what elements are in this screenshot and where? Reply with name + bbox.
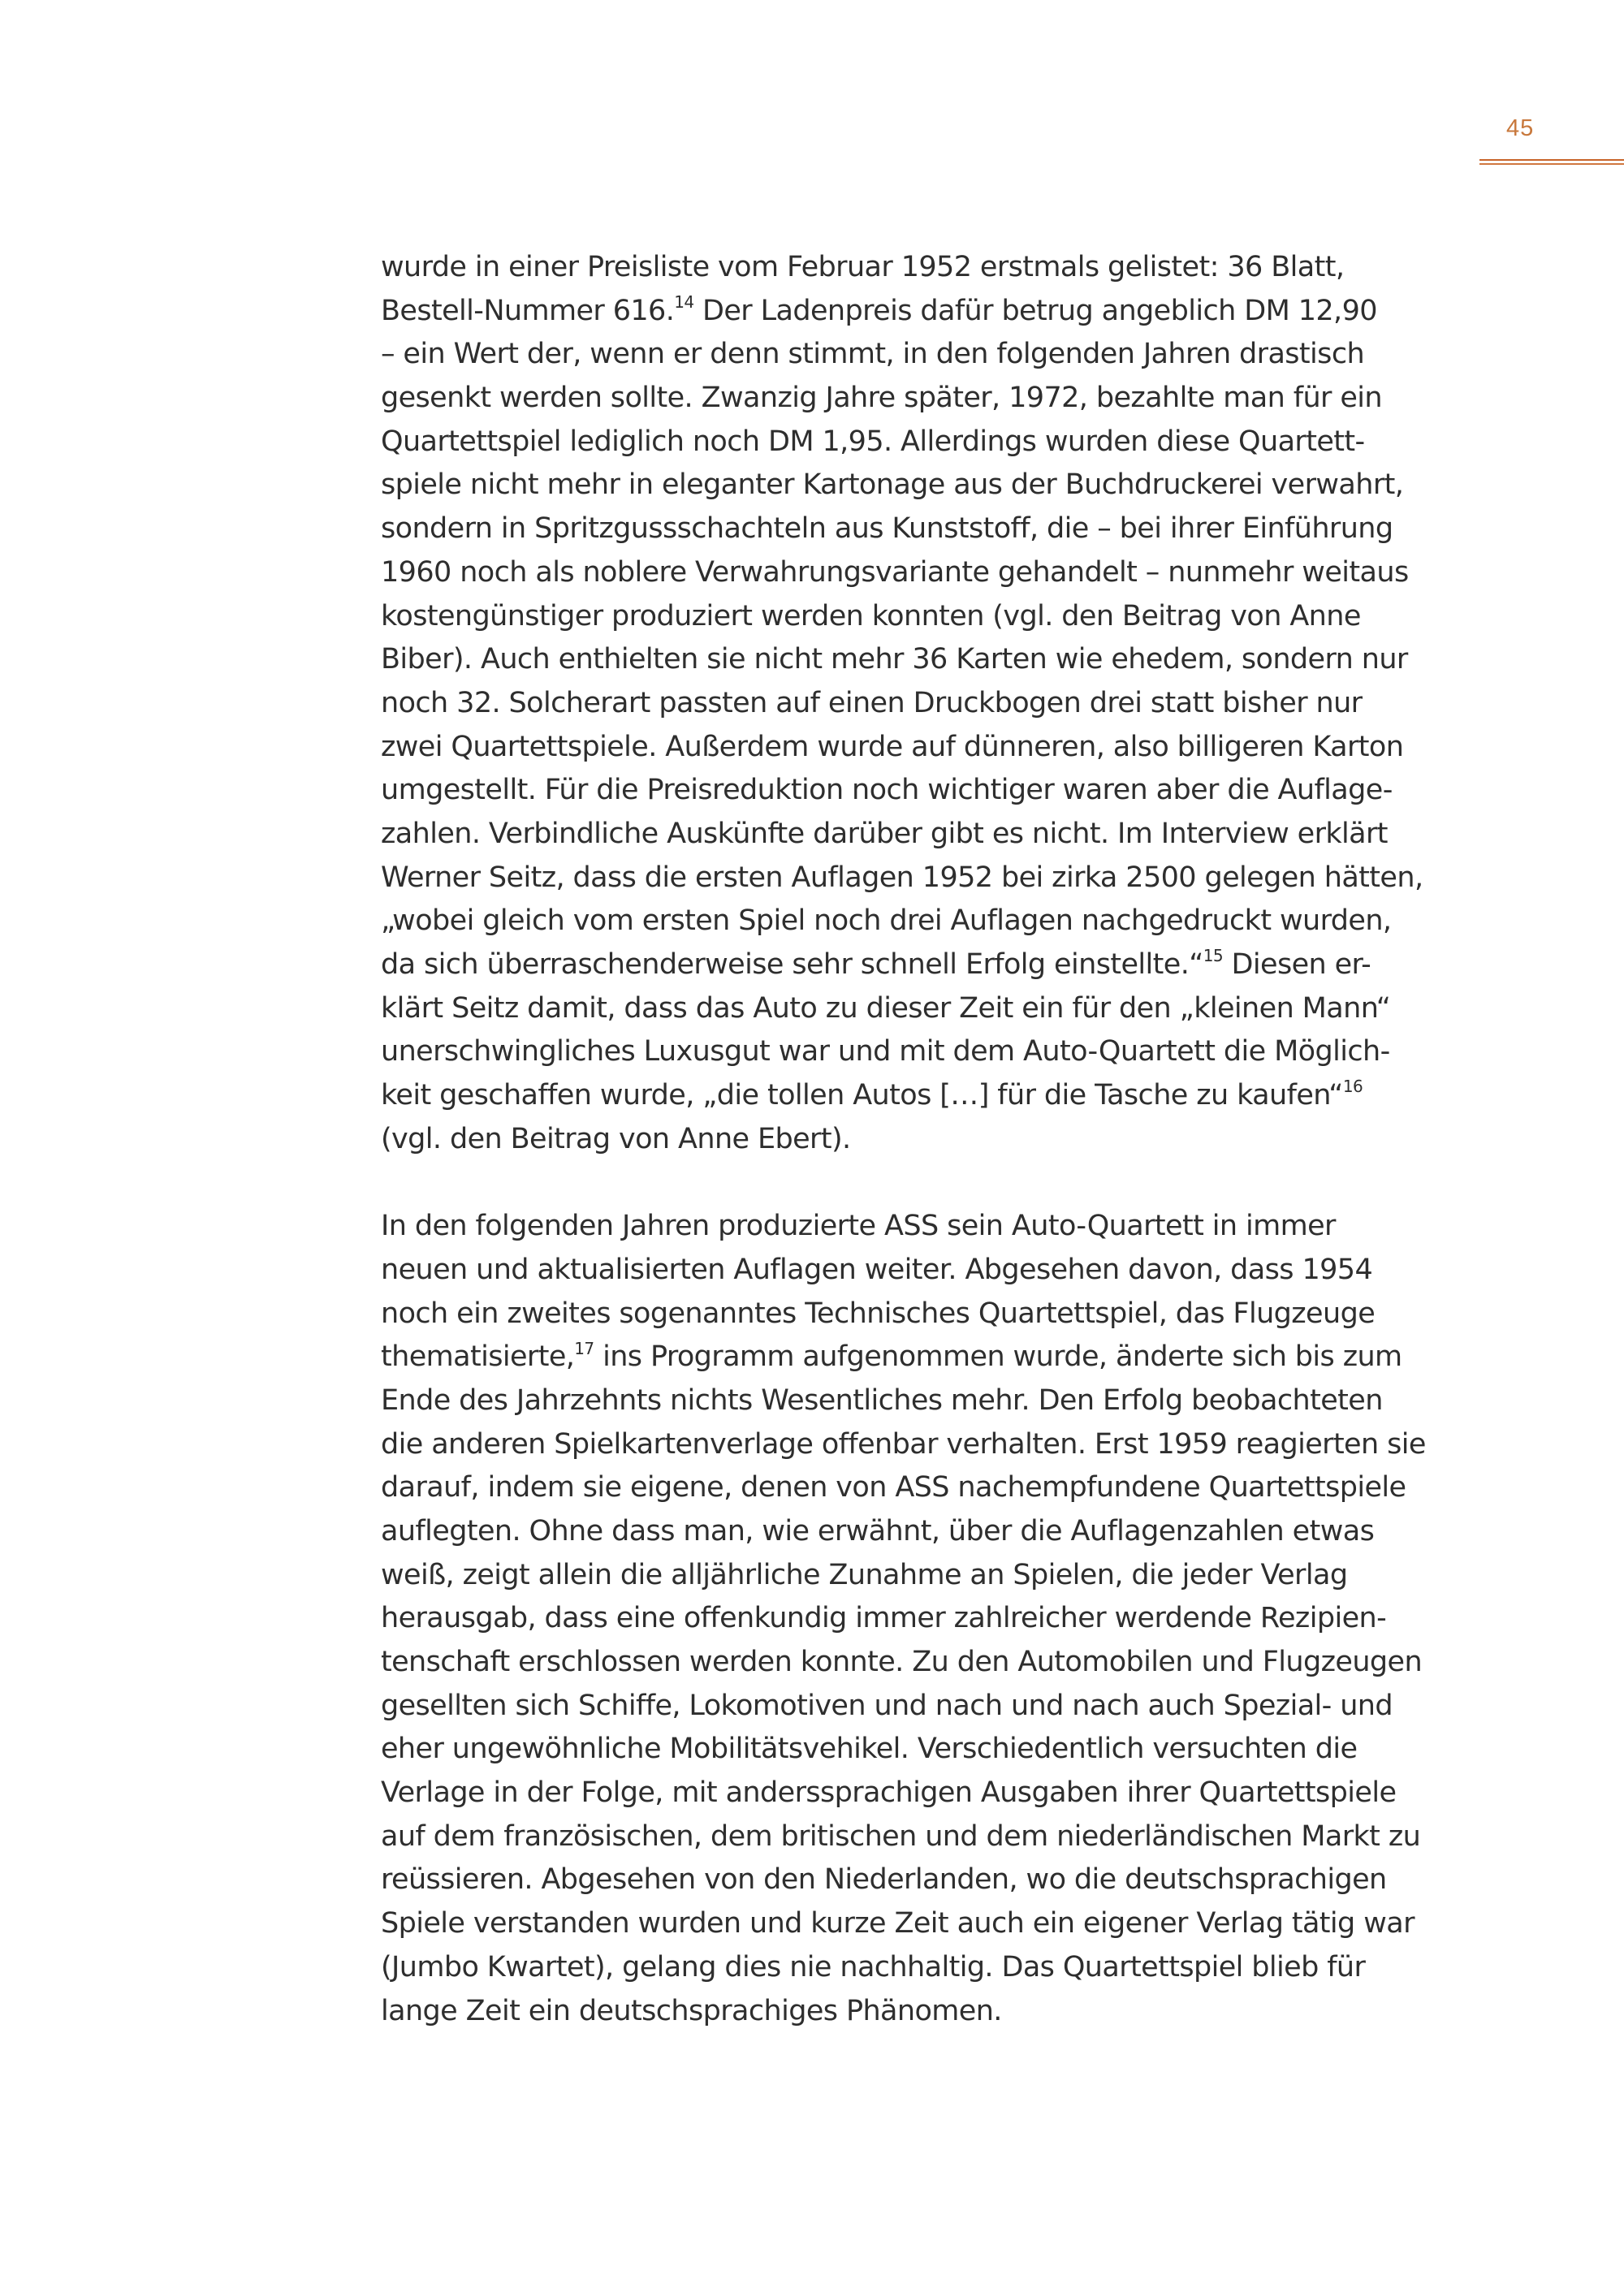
line-text: sondern in Spritzgussschachteln aus Kunststoff, die – bei ihrer Einführung: [381, 512, 1393, 546]
line-text: lange Zeit ein deutschsprachiges Phänomen.: [381, 1994, 1002, 2027]
footnote-reference[interactable]: 16: [1342, 1077, 1363, 1097]
line-text: Quartettspiel lediglich noch DM 1,95. Allerdings wurden diese Quartett-: [381, 425, 1365, 458]
text-line: [381, 1423, 1453, 1467]
text-line: [381, 1902, 1453, 1946]
line-text: eher ungewöhnliche Mobilitätsvehikel. Verschiedentlich versuchten die: [381, 1733, 1358, 1766]
footnote-reference[interactable]: 15: [1203, 946, 1224, 966]
text-line: [381, 900, 1453, 943]
text-line: [381, 682, 1453, 726]
footnote-reference[interactable]: 14: [674, 292, 694, 313]
text-line: [381, 1030, 1453, 1074]
text-line: [381, 638, 1453, 682]
text-line: [381, 987, 1453, 1031]
line-text: weiß, zeigt allein die alljährliche Zunahme an Spielen, die jeder Verlag: [381, 1558, 1348, 1591]
text-line: [381, 595, 1453, 639]
text-line: [381, 1205, 1453, 1249]
text-line: [381, 1466, 1453, 1510]
text-line: [381, 464, 1453, 507]
line-text: neuen und aktualisierten Auflagen weiter. Abgesehen davon, dass 1954: [381, 1253, 1373, 1286]
text-line: [381, 377, 1453, 421]
header-rule-top: [1479, 159, 1624, 161]
text-line: [381, 813, 1453, 857]
text-line: [381, 551, 1453, 595]
text-line: [381, 769, 1453, 813]
line-text: reüssieren. Abgesehen von den Niederlanden, wo die deutschsprachigen: [381, 1863, 1387, 1897]
line-text: Ende des Jahrzehnts nichts Wesentliches mehr. Den Erfolg beobachteten: [381, 1383, 1383, 1417]
line-text-continued: Der Ladenpreis dafür betrug angeblich DM 12,90: [693, 294, 1377, 327]
text-line: [381, 857, 1453, 900]
line-text: Bestell-Nummer 616.: [381, 294, 675, 327]
text-line: [381, 1249, 1453, 1293]
line-text: keit geschaffen wurde, „die tollen Autos […] für die Tasche zu kaufen“: [381, 1079, 1343, 1112]
line-text: zahlen. Verbindliche Auskünfte darüber gibt es nicht. Im Interview erklärt: [381, 817, 1388, 850]
line-text: gesellten sich Schiffe, Lokomotiven und nach und nach auch Spezial- und: [381, 1689, 1393, 1722]
text-line: [381, 1815, 1453, 1859]
line-text: da sich überraschenderweise sehr schnell Erfolg einstellte.“: [381, 948, 1203, 981]
line-text: (Jumbo Kwartet), gelang dies nie nachhaltig. Das Quartettspiel blieb für: [381, 1950, 1366, 1983]
text-line: [381, 1554, 1453, 1598]
line-text: spiele nicht mehr in eleganter Kartonage aus der Buchdruckerei verwahrt,: [381, 468, 1404, 502]
text-line: [381, 1772, 1453, 1815]
text-line: [381, 1641, 1453, 1685]
line-text: umgestellt. Für die Preisreduktion noch wichtiger waren aber die Auflage-: [381, 774, 1393, 807]
header-rule-bottom: [1479, 163, 1624, 165]
text-line: [381, 1597, 1453, 1641]
line-text: kostengünstiger produziert werden konnten (vgl. den Beitrag von Anne: [381, 599, 1361, 632]
line-text: auf dem französischen, dem britischen und dem niederländischen Markt zu: [381, 1819, 1421, 1853]
line-text-continued: ins Programm aufgenommen wurde, änderte sich bis zum: [594, 1340, 1402, 1374]
paragraph-gap: [381, 1161, 1453, 1205]
line-text: darauf, indem sie eigene, denen von ASS nachempfundene Quartettspiele: [381, 1471, 1406, 1504]
page-number: 45: [1506, 115, 1535, 141]
text-line: [381, 1336, 1453, 1379]
text-line: [381, 943, 1453, 987]
text-line: [381, 421, 1453, 464]
line-text: Spiele verstanden wurden und kurze Zeit auch ein eigener Verlag tätig war: [381, 1907, 1415, 1940]
line-text: auflegten. Ohne dass man, wie erwähnt, über die Auflagenzahlen etwas: [381, 1514, 1375, 1547]
line-text: 1960 noch als noblere Verwahrungsvariante gehandelt – nunmehr weitaus: [381, 555, 1409, 589]
line-text: noch 32. Solcherart passten auf einen Druckbogen drei statt bisher nur: [381, 686, 1363, 719]
text-line: [381, 1074, 1453, 1118]
footnote-reference[interactable]: 17: [574, 1338, 594, 1358]
text-line: [381, 333, 1453, 377]
line-text: (vgl. den Beitrag von Anne Ebert).: [381, 1122, 851, 1155]
text-line: [381, 1118, 1453, 1162]
text-line: [381, 1685, 1453, 1729]
line-text: herausgab, dass eine offenkundig immer zahlreicher werdende Rezipien-: [381, 1602, 1387, 1635]
text-line: [381, 1946, 1453, 1990]
line-text: die anderen Spielkartenverlage offenbar verhalten. Erst 1959 reagierten sie: [381, 1427, 1426, 1461]
line-text: wurde in einer Preisliste vom Februar 1952 erstmals gelistet: 36 Blatt,: [381, 251, 1345, 283]
text-line: [381, 1990, 1453, 2034]
line-text: Verlage in der Folge, mit anderssprachigen Ausgaben ihrer Quartettspiele: [381, 1776, 1397, 1810]
text-line: [381, 246, 1453, 290]
line-text: klärt Seitz damit, dass das Auto zu dieser Zeit ein für den „kleinen Mann“: [381, 991, 1391, 1025]
line-text: zwei Quartettspiele. Außerdem wurde auf dünneren, also billigeren Karton: [381, 730, 1404, 763]
line-text-continued: Diesen er-: [1223, 948, 1371, 981]
text-line: [381, 726, 1453, 770]
text-line: [381, 1728, 1453, 1772]
paragraph: [381, 1205, 1453, 2033]
line-text: tenschaft erschlossen werden konnte. Zu den Automobilen und Flugzeugen: [381, 1646, 1423, 1678]
text-line: [381, 1293, 1453, 1336]
line-text: Werner Seitz, dass die ersten Auflagen 1952 bei zirka 2500 gelegen hätten,: [381, 861, 1423, 894]
text-line: [381, 290, 1453, 334]
line-text: noch ein zweites sogenanntes Technisches Quartettspiel, das Flugzeuge: [381, 1297, 1376, 1330]
line-text: In den folgenden Jahren produzierte ASS sein Auto-Quartett in immer: [381, 1210, 1336, 1243]
line-text: „wobei gleich vom ersten Spiel noch drei Auflagen nachgedruckt wurden,: [381, 904, 1392, 938]
text-line: [381, 507, 1453, 551]
body-text: [381, 246, 1453, 2033]
line-text: Biber). Auch enthielten sie nicht mehr 36 Karten wie ehedem, sondern nur: [381, 643, 1408, 676]
text-line: [381, 1379, 1453, 1423]
line-text: gesenkt werden sollte. Zwanzig Jahre später, 1972, bezahlte man für ein: [381, 382, 1383, 415]
line-text: thematisierte,: [381, 1340, 575, 1374]
line-text: unerschwingliches Luxusgut war und mit dem Auto-Quartett die Möglich-: [381, 1035, 1390, 1068]
text-line: [381, 1858, 1453, 1902]
paragraph: [381, 246, 1453, 1161]
text-line: [381, 1510, 1453, 1554]
line-text: – ein Wert der, wenn er denn stimmt, in den folgenden Jahren drastisch: [381, 338, 1365, 371]
